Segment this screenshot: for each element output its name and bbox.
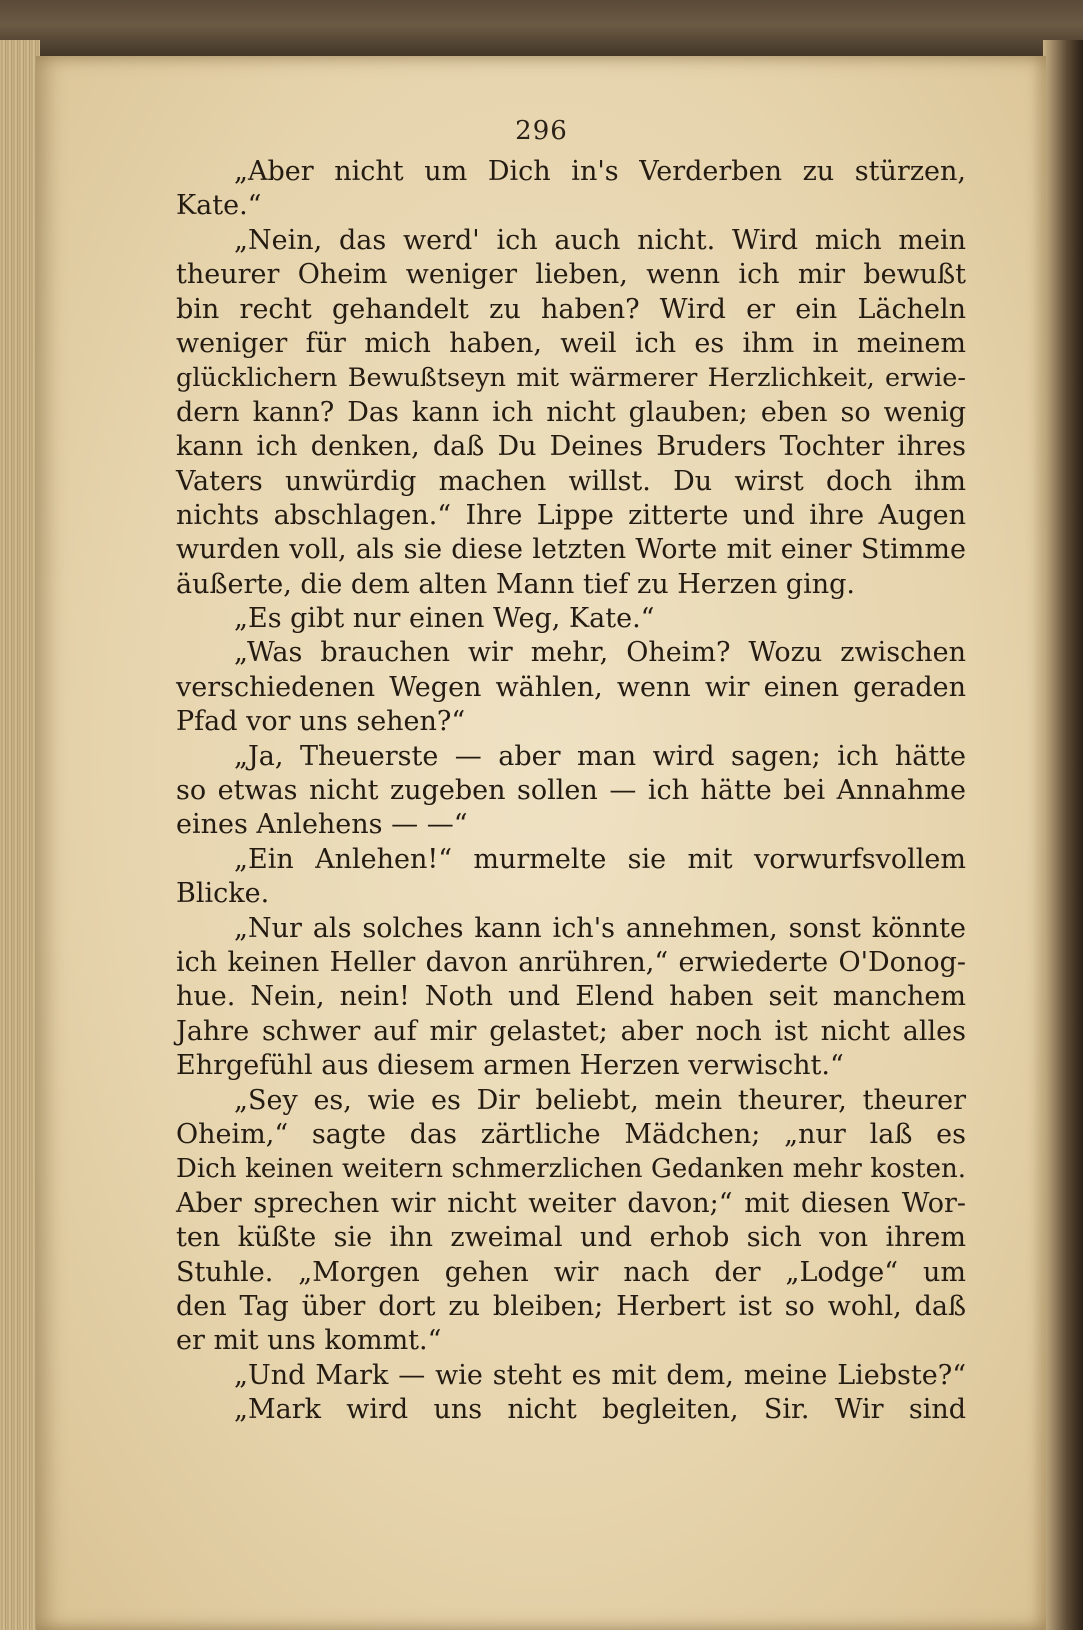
- text-line: ich keinen Heller davon anrühren,“ erwiederte O'Donog-: [176, 946, 966, 978]
- text-line: Pfad vor uns sehen?“: [176, 706, 466, 738]
- text-line: „Aber nicht um Dich in's Verderben zu stürzen,: [234, 156, 966, 187]
- text-line: „Ein Anlehen!“ murmelte sie mit vorwurfsvollem: [234, 843, 966, 875]
- text-line: nichts abschlagen.“ Ihre Lippe zitterte und ihre Augen: [176, 499, 966, 531]
- text-line: äußerte, die dem alten Mann tief zu Herzen ging.: [176, 568, 855, 600]
- text-line: „Nur als solches kann ich's annehmen, sonst könnte: [234, 912, 966, 944]
- text-line: wurden voll, als sie diese letzten Worte mit einer Stimme: [176, 534, 966, 566]
- text-line: eines Anlehens — —“: [176, 809, 468, 841]
- text-line: er mit uns kommt.“: [176, 1325, 442, 1357]
- text-line: „Ja, Theuerste — aber man wird sagen; ich hätte: [234, 740, 966, 772]
- book-page-edges: [0, 40, 40, 1630]
- text-line: Oheim,“ sagte das zärtliche Mädchen; „nur laß es: [176, 1118, 966, 1150]
- text-line: Kate.“: [176, 190, 262, 222]
- text-line: den Tag über dort zu bleiben; Herbert ist so wohl, daß: [176, 1290, 966, 1322]
- text-line: verschiedenen Wegen wählen, wenn wir einen geraden: [176, 671, 966, 703]
- book-binding-top: [0, 0, 1083, 62]
- page-number: 296: [515, 116, 568, 146]
- text-line: Jahre schwer auf mir gelastet; aber noch ist nicht alles: [176, 1015, 966, 1047]
- text-line: „Mark wird uns nicht begleiten, Sir. Wir sind: [234, 1394, 966, 1426]
- text-line: bin recht gehandelt zu haben? Wird er ein Lächeln: [176, 293, 966, 325]
- text-line: dern kann? Das kann ich nicht glauben; eben so wenig: [176, 396, 966, 428]
- text-line: „Was brauchen wir mehr, Oheim? Wozu zwischen: [234, 637, 966, 669]
- book-gutter: [1043, 40, 1083, 1630]
- text-line: so etwas nicht zugeben sollen — ich hätte bei Annahme: [176, 775, 966, 807]
- page-text: [176, 155, 966, 1427]
- text-line: glücklichern Bewußtseyn mit wärmerer Herzlichkeit, erwie-: [176, 363, 966, 394]
- text-line: weniger für mich haben, weil ich es ihm in meinem: [176, 327, 966, 359]
- text-line: „Sey es, wie es Dir beliebt, mein theurer, theurer: [234, 1084, 966, 1116]
- text-line: Stuhle. „Morgen gehen wir nach der „Lodge“ um: [176, 1256, 966, 1288]
- text-line: Vaters unwürdig machen willst. Du wirst doch ihm: [176, 465, 966, 497]
- text-line: theurer Oheim weniger lieben, wenn ich mir bewußt: [176, 259, 966, 291]
- text-line: Aber sprechen wir nicht weiter davon;“ mit diesen Wor-: [176, 1187, 966, 1219]
- text-line: Ehrgefühl aus diesem armen Herzen verwischt.“: [176, 1050, 844, 1082]
- text-line: hue. Nein, nein! Noth und Elend haben seit manchem: [176, 981, 966, 1013]
- text-line: kann ich denken, daß Du Deines Bruders Tochter ihres: [176, 431, 966, 463]
- text-line: „Nein, das werd' ich auch nicht. Wird mich mein: [234, 224, 966, 256]
- text-line: ten küßte sie ihn zweimal und erhob sich von ihrem: [176, 1222, 966, 1254]
- text-line: „Es gibt nur einen Weg, Kate.“: [234, 603, 655, 635]
- text-line: „Und Mark — wie steht es mit dem, meine Liebste?“: [234, 1359, 966, 1391]
- text-line: Blicke.: [176, 878, 270, 910]
- text-line: Dich keinen weitern schmerzlichen Gedanken mehr kosten.: [176, 1154, 966, 1185]
